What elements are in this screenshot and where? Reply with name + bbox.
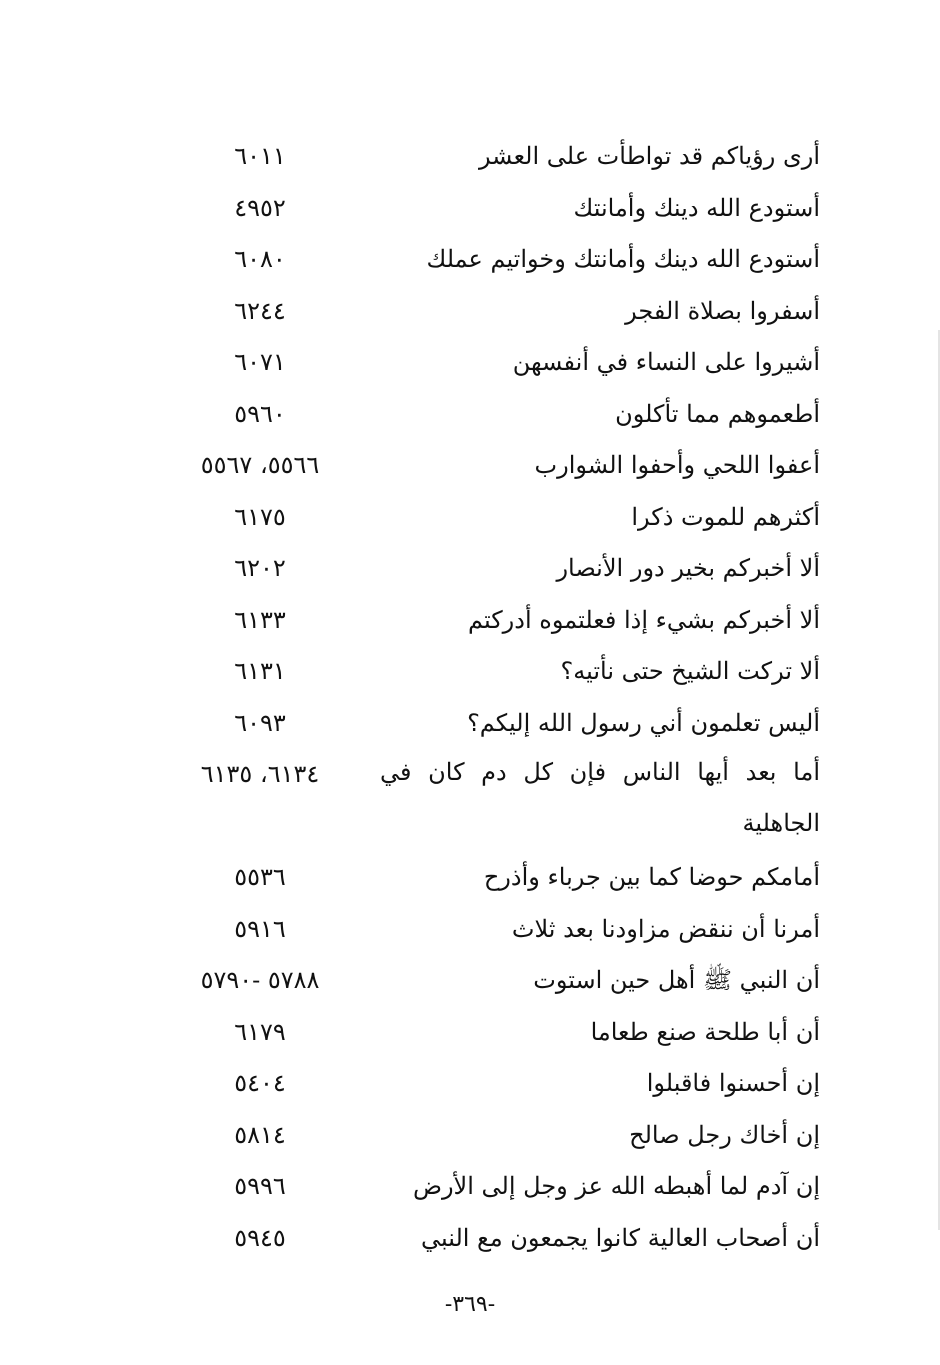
index-entry xyxy=(150,542,830,594)
hadith-phrase: إن أحسنوا فاقبلوا xyxy=(646,1069,820,1097)
index-entry xyxy=(150,1212,830,1264)
hadith-phrase: ألا أخبركم بخير دور الأنصار xyxy=(556,554,820,582)
hadith-numbers: ٦١٧٩ xyxy=(234,1017,286,1046)
index-entry xyxy=(150,182,830,234)
hadith-numbers: ٤٩٥٢ xyxy=(234,193,286,222)
page-number: -٣٦٩- xyxy=(444,1292,496,1317)
hadith-numbers: ٦٠٨٠ xyxy=(234,245,286,273)
index-entry xyxy=(150,1160,830,1212)
hadith-numbers: ٦٢٠٢ xyxy=(234,554,286,582)
index-entry xyxy=(150,439,830,491)
index-entry xyxy=(150,903,830,955)
index-entry xyxy=(150,130,830,182)
index-entry xyxy=(150,954,830,1006)
hadith-numbers: ٥٥٣٦ xyxy=(234,863,286,891)
hadith-phrase: أما بعد أيها الناس فإن كل دم كان في الجاهلية xyxy=(380,758,820,837)
hadith-phrase: أستودع الله دينك وأمانتك xyxy=(573,193,820,222)
hadith-numbers: ٥٩٦٠ xyxy=(234,399,286,428)
index-entry xyxy=(150,388,830,440)
index-entry xyxy=(150,336,830,388)
hadith-numbers: ٥٤٠٤ xyxy=(234,1069,286,1097)
index-entry xyxy=(150,697,830,749)
hadith-numbers: ٥٩٩٦ xyxy=(234,1172,286,1200)
hadith-phrase: ألا أخبركم بشيء إذا فعلتموه أدركتم xyxy=(468,605,820,634)
hadith-numbers: ٦٠١١ xyxy=(234,142,286,170)
hadith-phrase: أعفوا اللحي وأحفوا الشوارب xyxy=(534,451,820,479)
hadith-numbers: ٦١٣٣ xyxy=(234,605,286,634)
hadith-numbers: ٥٧٨٨ -٥٧٩٠ xyxy=(200,966,320,994)
hadith-numbers: ٥٩١٦ xyxy=(234,914,286,943)
hadith-phrase: إن أخاك رجل صالح xyxy=(629,1120,820,1149)
index-entry xyxy=(150,594,830,646)
hadith-phrase: أطعموهم مما تأكلون xyxy=(615,399,820,428)
hadith-phrase: أكثرهم للموت ذكرا xyxy=(631,502,820,531)
index-entry xyxy=(150,1109,830,1161)
hadith-phrase: أسفروا بصلاة الفجر xyxy=(625,296,820,325)
hadith-phrase: أمرنا أن ننقض مزاودنا بعد ثلاث xyxy=(511,914,820,943)
hadith-phrase: أستودع الله دينك وأمانتك وخواتيم عملك xyxy=(426,245,820,273)
hadith-phrase: أشيروا على النساء في أنفسهن xyxy=(512,348,820,376)
hadith-phrase: أن أصحاب العالية كانوا يجمعون مع النبي xyxy=(420,1223,820,1252)
index-entry xyxy=(150,1057,830,1109)
hadith-numbers: ٦٠٩٣ xyxy=(234,708,286,737)
hadith-numbers: ٥٩٤٥ xyxy=(234,1223,286,1252)
index-entry xyxy=(150,851,830,903)
hadith-index-list xyxy=(150,130,830,1263)
hadith-numbers: ٦٢٤٤ xyxy=(234,296,286,325)
index-entry xyxy=(150,645,830,697)
hadith-numbers: ٦١٧٥ xyxy=(234,502,286,531)
index-entry xyxy=(150,285,830,337)
hadith-phrase: أن أبا طلحة صنع طعاما xyxy=(590,1017,820,1046)
index-entry xyxy=(150,748,830,851)
hadith-numbers: ٦١٣٤، ٦١٣٥ xyxy=(200,760,320,788)
hadith-phrase: أليس تعلمون أني رسول الله إليكم؟ xyxy=(467,708,820,737)
hadith-numbers: ٥٥٦٦، ٥٥٦٧ xyxy=(200,451,320,479)
index-entry xyxy=(150,1006,830,1058)
hadith-numbers: ٥٨١٤ xyxy=(234,1120,286,1149)
index-entry xyxy=(150,233,830,285)
hadith-phrase: أن النبي ﷺ أهل حين استوت xyxy=(533,966,820,994)
hadith-phrase: أمامكم حوضا كما بين جرباء وأذرح xyxy=(483,863,820,891)
hadith-numbers: ٦١٣١ xyxy=(234,657,286,685)
index-entry xyxy=(150,491,830,543)
hadith-numbers: ٦٠٧١ xyxy=(234,348,286,376)
hadith-phrase: إن آدم لما أهبطه الله عز وجل إلى الأرض xyxy=(412,1172,820,1200)
hadith-phrase: ألا تركت الشيخ حتى نأتيه؟ xyxy=(560,657,820,685)
hadith-phrase: أرى رؤياكم قد تواطأت على العشر xyxy=(478,142,820,170)
